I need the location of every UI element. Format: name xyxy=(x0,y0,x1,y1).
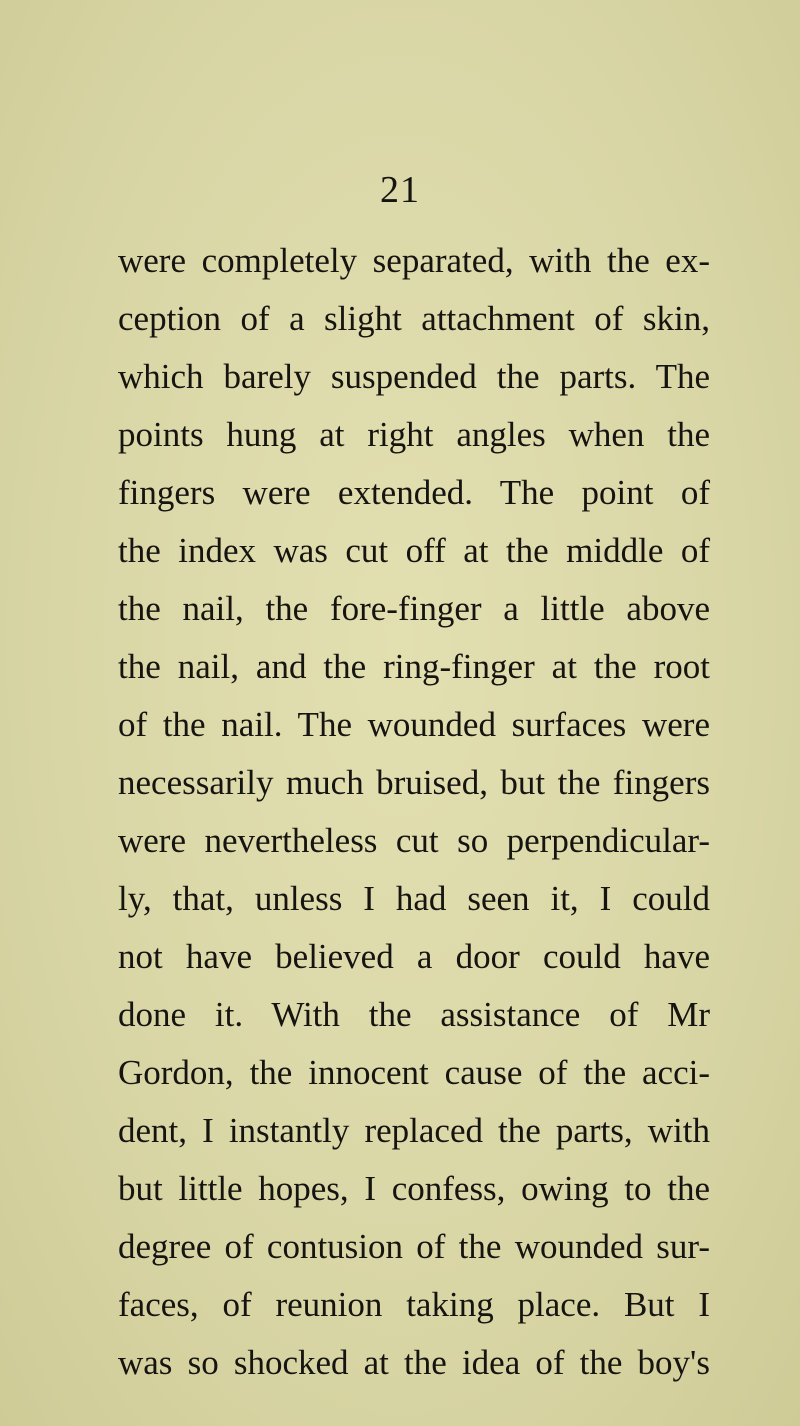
text-line: Gordon, the innocent cause of the acci- xyxy=(118,1053,710,1092)
text-line: was so shocked at the idea of the boy's xyxy=(118,1343,710,1382)
text-line: which barely suspended the parts. The xyxy=(118,357,710,396)
text-line: dent, I instantly replaced the parts, with xyxy=(118,1111,710,1150)
text-line: were nevertheless cut so perpendicular- xyxy=(118,821,710,860)
text-line: ception of a slight attachment of skin, xyxy=(118,299,710,338)
text-line: necessarily much bruised, but the fingers xyxy=(118,763,710,802)
text-line: the nail, the fore-finger a little above xyxy=(118,589,710,628)
text-line: not have believed a door could have xyxy=(118,937,710,976)
text-line: done it. With the assistance of Mr xyxy=(118,995,710,1034)
text-line: the index was cut off at the middle of xyxy=(118,531,710,570)
text-line: but little hopes, I confess, owing to the xyxy=(118,1169,710,1208)
text-line: of the nail. The wounded surfaces were xyxy=(118,705,710,744)
text-line: faces, of reunion taking place. But I xyxy=(118,1285,710,1324)
text-line: points hung at right angles when the xyxy=(118,415,710,454)
text-line: the nail, and the ring-finger at the root xyxy=(118,647,710,686)
body-text xyxy=(118,232,710,1392)
page-number: 21 xyxy=(380,169,420,211)
text-line: ly, that, unless I had seen it, I could xyxy=(118,879,710,918)
text-line: fingers were extended. The point of xyxy=(118,473,710,512)
text-line: degree of contusion of the wounded sur- xyxy=(118,1227,710,1266)
text-line: were completely separated, with the ex- xyxy=(118,241,710,280)
